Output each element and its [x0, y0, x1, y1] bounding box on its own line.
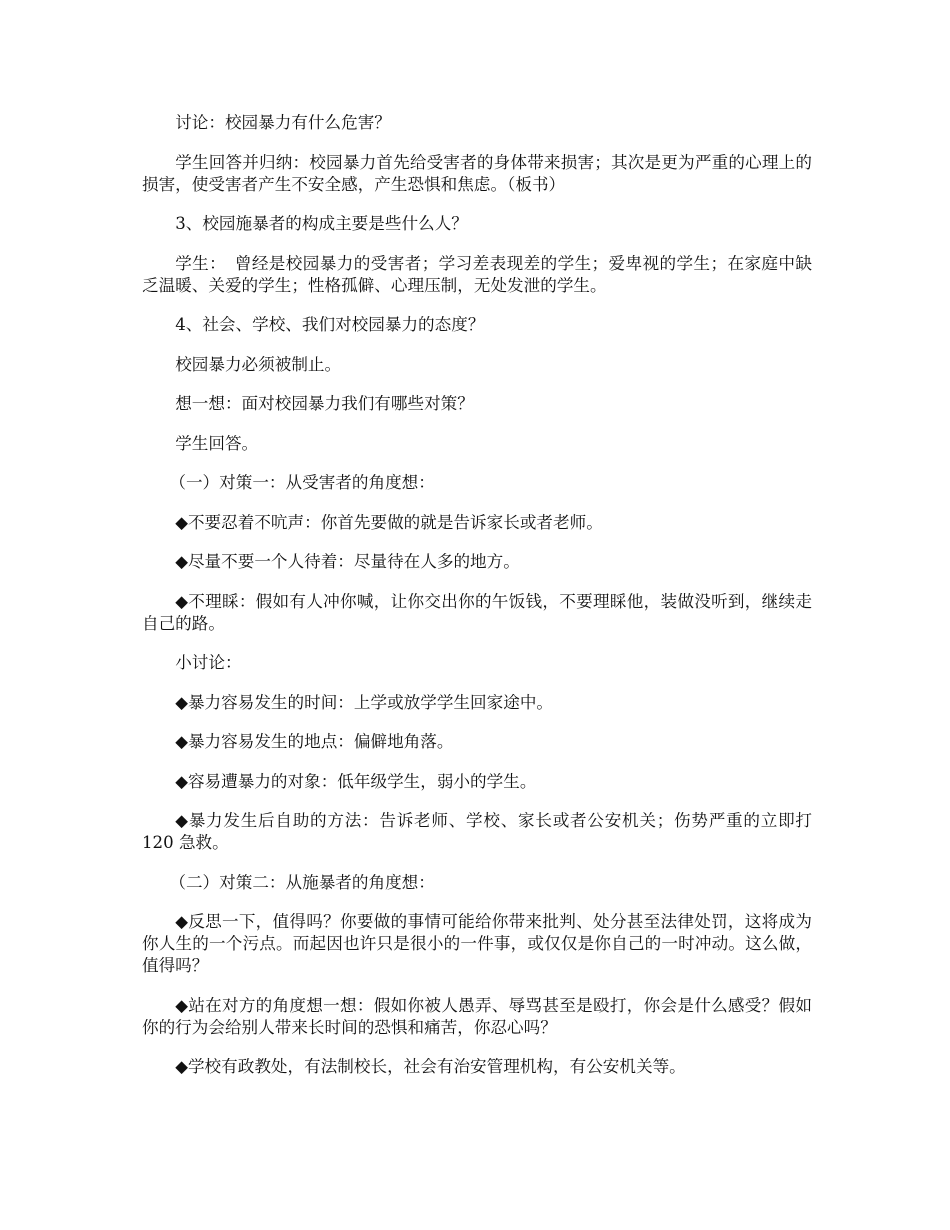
document-body — [142, 112, 812, 1096]
bullet-item: ◆不理睬：假如有人冲你喊，让你交出你的午饭钱，不要理睬他，装做没听到，继续走自己的路。 — [142, 591, 812, 633]
bullet-item: ◆暴力容易发生的时间：上学或放学学生回家途中。 — [175, 692, 554, 712]
section-heading-strategy-2: （二）对策二：从施暴者的角度想： — [169, 872, 435, 892]
bullet-item: ◆反思一下，值得吗？你要做的事情可能给你带来批判、处分甚至法律处罚，这将成为你人生的一个污点。而起因也许只是很小的一件事，或仅仅是你自己的一时冲动。这么做，值得吗？ — [142, 912, 812, 975]
paragraph-question-3: 3、校园施暴者的构成主要是些什么人？ — [175, 214, 468, 233]
bullet-item: ◆学校有政教处，有法制校长，社会有治安管理机构，有公安机关等。 — [175, 1057, 686, 1076]
paragraph-student-answer-harm: 学生回答并归纳：校园暴力首先给受害者的身体带来损害；其次是更为严重的心理上的损害，使受害者产生不安全感，产生恐惧和焦虑。（板书） — [142, 152, 812, 194]
bullet-item: ◆站在对方的角度想一想：假如你被人愚弄、辱骂甚至是殴打，你会是什么感受？假如你的行为会给别人带来长时间的恐惧和痛苦，你忍心吗？ — [142, 995, 812, 1037]
paragraph-question-4: 4、社会、学校、我们对校园暴力的态度？ — [175, 315, 485, 334]
paragraph-think: 想一想：面对校园暴力我们有哪些对策？ — [175, 394, 474, 413]
paragraph-discussion-harm: 讨论：校园暴力有什么危害？ — [175, 113, 391, 132]
bullet-item: ◆容易遭暴力的对象：低年级学生，弱小的学生。 — [175, 771, 537, 791]
bullet-item: ◆暴力发生后自助的方法：告诉老师、学校、家长或者公安机关；伤势严重的立即打 120 急救。 — [142, 811, 812, 852]
paragraph-student-answer-perpetrators: 学生： 曾经是校园暴力的受害者；学习差表现差的学生；爱卑视的学生；在家庭中缺乏温暖、关爱的学生；性格孤僻、心理压制，无处发泄的学生。 — [142, 253, 812, 295]
bullet-item: ◆暴力容易发生的地点：偏僻地角落。 — [175, 732, 454, 751]
bullet-item: ◆不要忍着不吭声：你首先要做的就是告诉家长或者老师。 — [175, 512, 603, 532]
section-heading-strategy-1: （一）对策一：从受害者的角度想： — [169, 473, 435, 492]
paragraph-must-stop: 校园暴力必须被制止。 — [175, 354, 342, 374]
bullet-item: ◆尽量不要一个人待着：尽量待在人多的地方。 — [175, 552, 520, 571]
paragraph-small-discussion: 小讨论： — [175, 653, 242, 672]
paragraph-students-answer: 学生回答。 — [175, 433, 259, 453]
